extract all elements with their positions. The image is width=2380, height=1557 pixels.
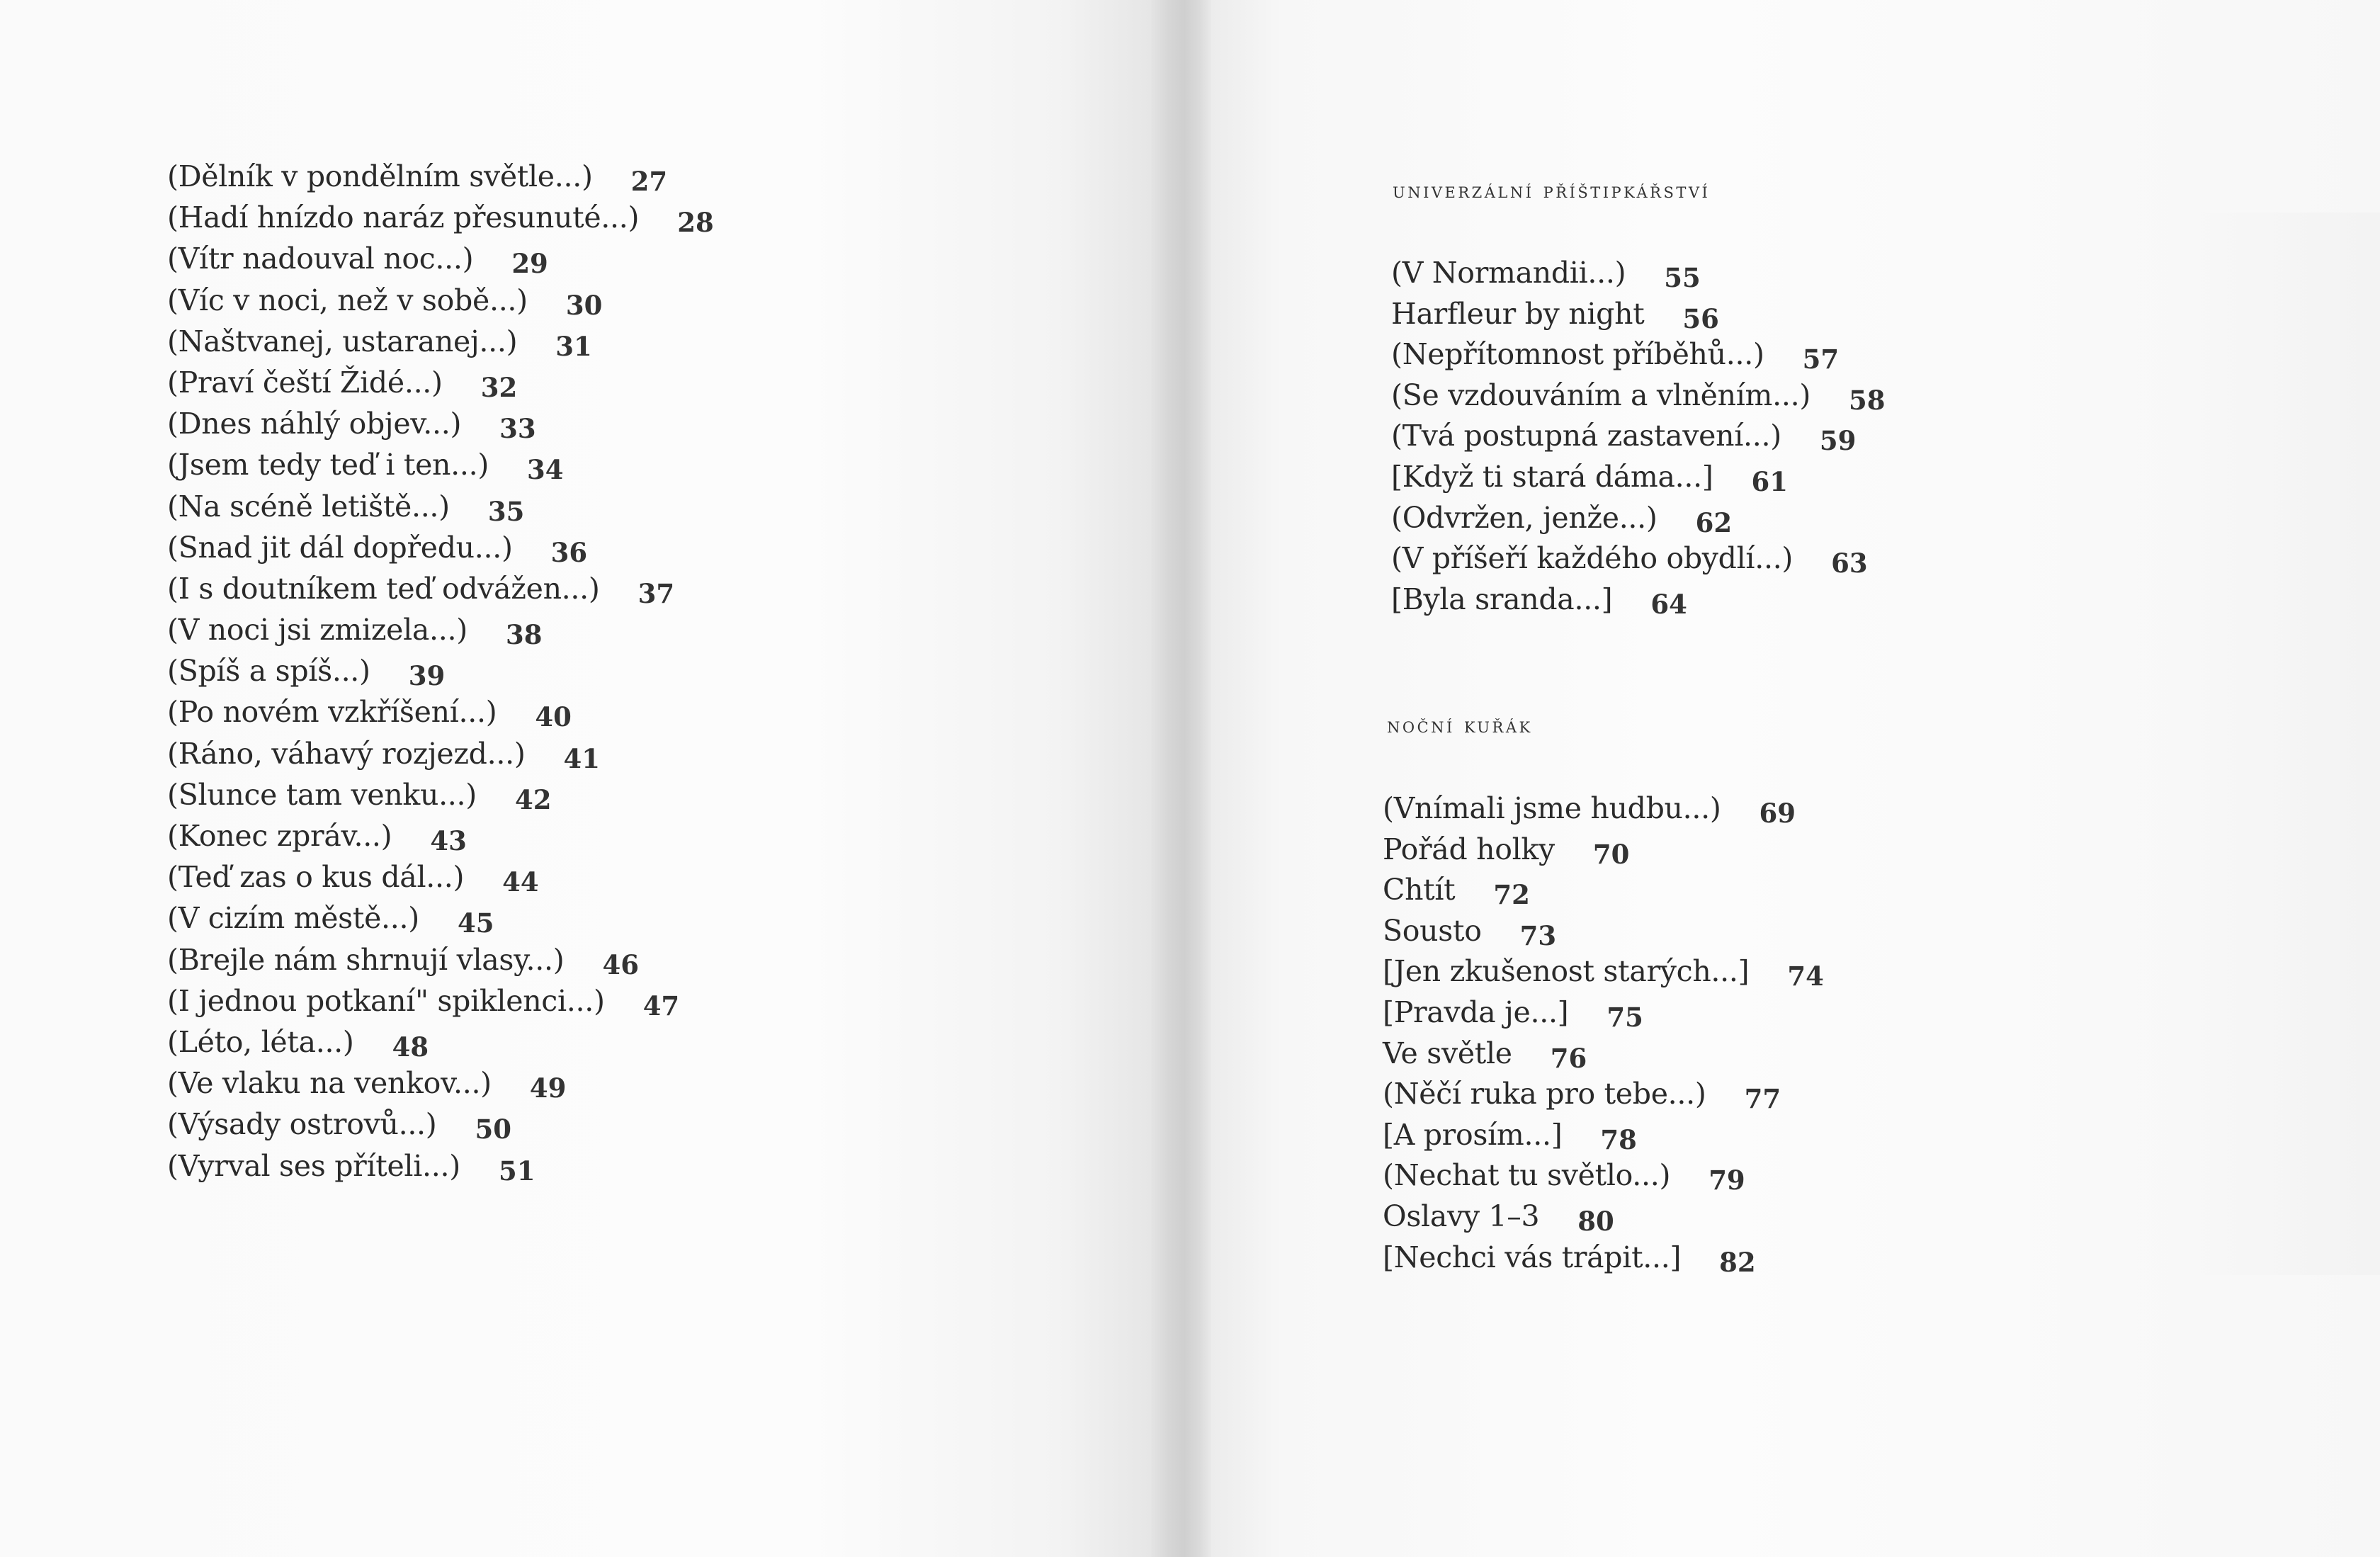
show-through-shadow (2168, 213, 2380, 1275)
toc-entry (167, 568, 1017, 609)
toc-entry-page: 48 (392, 1031, 429, 1063)
toc-entry-title: (V noci jsi zmizela...) (167, 613, 468, 647)
toc-entry-page: 61 (1751, 465, 1789, 497)
toc-entry (1383, 1033, 2091, 1074)
toc-entry-title: (Konec zpráv...) (167, 819, 392, 853)
toc-entry-page: 56 (1682, 302, 1719, 334)
toc-entry-title: (Něčí ruka pro tebe...) (1383, 1077, 1706, 1111)
toc-entry-page: 44 (502, 866, 539, 898)
toc-entry-title: Oslavy 1–3 (1383, 1199, 1540, 1233)
toc-entry (167, 527, 1017, 568)
toc-entry-page: 69 (1759, 798, 1796, 829)
toc-entry-title: (Praví čeští Židé...) (167, 365, 443, 400)
toc-entry-page: 79 (1708, 1165, 1745, 1196)
toc-entry-title: Pořád holky (1383, 832, 1555, 866)
toc-entry-title: (Snad jit dál dopředu...) (167, 530, 513, 565)
toc-entry-title: [Jen zkušenost starých...] (1383, 954, 1750, 989)
toc-entry-page: 34 (527, 454, 564, 486)
toc-entry (167, 321, 1017, 362)
toc-entry (1383, 1196, 2091, 1237)
toc-entry (167, 609, 1017, 650)
toc-entry-page: 30 (565, 289, 603, 321)
toc-entry (1391, 375, 2100, 416)
toc-entry (167, 1145, 1017, 1187)
toc-entry (167, 856, 1017, 898)
toc-entry-page: 64 (1650, 588, 1687, 620)
toc-entry-page: 63 (1831, 548, 1868, 579)
toc-entry-title: (Odvržen, jenže...) (1391, 500, 1658, 535)
toc-entry (1383, 1237, 2091, 1278)
toc-entry-page: 74 (1787, 961, 1824, 992)
toc-entry-title: (Ve vlaku na venkov...) (167, 1066, 492, 1101)
toc-entry (1383, 1155, 2091, 1196)
toc-entry-page: 31 (555, 330, 592, 362)
toc-entry (167, 156, 1017, 197)
toc-entry-page: 73 (1519, 919, 1557, 951)
toc-entry-page: 33 (499, 413, 536, 445)
left-page (0, 0, 1151, 1557)
toc-entry-page: 36 (550, 536, 588, 568)
toc-entry-page: 51 (498, 1155, 536, 1187)
toc-entry-title: (Nepřítomnost příběhů...) (1391, 337, 1764, 372)
toc-entry (167, 774, 1017, 815)
toc-entry-title: (Se vzdouváním a vlněním...) (1391, 378, 1811, 412)
toc-entry (167, 691, 1017, 732)
toc-entry (167, 1104, 1017, 1145)
toc-entry (1391, 293, 2100, 334)
toc-entry-title: Ve světle (1383, 1036, 1512, 1070)
toc-entry (167, 1063, 1017, 1104)
toc-entry-title: (Výsady ostrovů...) (167, 1107, 437, 1142)
toc-entry (1391, 497, 2100, 538)
toc-entry-title: (I s doutníkem teď odvážen...) (167, 571, 600, 606)
toc-entry-page: 49 (529, 1072, 567, 1104)
toc-entry-page: 78 (1600, 1123, 1637, 1155)
toc-entry-page: 27 (630, 166, 668, 197)
toc-entry-title: (Jsem tedy teď i ten...) (167, 448, 489, 482)
section-heading-univerzalni: univerzální příštipkářství (1393, 179, 1711, 203)
toc-entry-title: Sousto (1383, 913, 1482, 948)
toc-entry-page: 77 (1744, 1083, 1781, 1115)
toc-entry-title: (Spíš a spíš...) (167, 654, 370, 689)
toc-entry-title: (Na scéně letiště...) (167, 489, 450, 523)
toc-entry (167, 280, 1017, 321)
toc-entry-page: 28 (677, 207, 714, 239)
toc-entry-title: (V příšeří každého obydlí...) (1391, 541, 1794, 576)
toc-entry (167, 444, 1017, 485)
toc-entry-page: 62 (1695, 506, 1733, 538)
toc-entry-title: [Byla sranda...] (1391, 582, 1613, 616)
toc-entry-title: (Léto, léta...) (167, 1024, 354, 1059)
toc-entry-page: 70 (1592, 838, 1630, 870)
toc-entry (1383, 1073, 2091, 1114)
toc-entry (167, 486, 1017, 527)
toc-entry-page: 42 (514, 783, 552, 815)
toc-entry (1391, 252, 2100, 293)
toc-entry (1391, 456, 2100, 497)
toc-entry-title: (I jednou potkaní" spiklenci...) (167, 983, 605, 1018)
toc-entry (167, 939, 1017, 980)
toc-entry (167, 403, 1017, 444)
toc-entry-page: 47 (642, 990, 680, 1021)
toc-entry (1383, 869, 2091, 910)
toc-entry-title: (Teď zas o kus dál...) (167, 860, 465, 895)
toc-entry (167, 733, 1017, 774)
toc-entry-title: (Slunce tam venku...) (167, 777, 477, 812)
toc-entry-page: 46 (602, 949, 639, 980)
toc-entry-title: [A prosím...] (1383, 1117, 1563, 1152)
toc-entry (167, 238, 1017, 279)
toc-entry-page: 29 (511, 248, 548, 280)
toc-entry-page: 80 (1577, 1205, 1614, 1237)
toc-entry-page: 45 (457, 907, 494, 939)
toc-entry-page: 40 (535, 701, 572, 733)
toc-entry (1383, 829, 2091, 870)
toc-entry (167, 980, 1017, 1021)
right-toc-list-section-1 (1391, 252, 2100, 619)
toc-entry-page: 58 (1849, 384, 1886, 416)
toc-entry-page: 43 (430, 825, 467, 856)
toc-entry-title: Harfleur by night (1391, 296, 1645, 331)
toc-entry-title: (Dělník v pondělním světle...) (167, 159, 593, 193)
toc-entry (167, 898, 1017, 939)
toc-entry-page: 59 (1819, 425, 1857, 457)
right-page (1211, 0, 2380, 1557)
toc-entry (1383, 951, 2091, 992)
toc-entry (167, 650, 1017, 691)
toc-entry (167, 362, 1017, 403)
toc-entry-title: (V cizím městě...) (167, 901, 419, 936)
toc-entry-title: (Brejle nám shrnují vlasy...) (167, 942, 565, 977)
toc-entry-title: (Naštvanej, ustaranej...) (167, 324, 518, 358)
toc-entry-title: Chtít (1383, 873, 1456, 907)
toc-entry-title: (Dnes náhlý objev...) (167, 407, 462, 441)
section-heading-nocni-kurak: noční kuřák (1387, 713, 1533, 738)
toc-entry-page: 35 (487, 495, 525, 527)
toc-entry-page: 82 (1719, 1246, 1756, 1278)
toc-entry-title: (Hadí hnízdo naráz přesunuté...) (167, 200, 640, 235)
right-toc-list-section-2 (1383, 788, 2091, 1277)
toc-entry (1391, 579, 2100, 620)
toc-entry-page: 50 (475, 1114, 511, 1145)
toc-entry-title: (V Normandii...) (1391, 256, 1626, 290)
toc-entry-page: 75 (1606, 1001, 1643, 1033)
toc-entry-title: [Nechci vás trápit...] (1383, 1240, 1682, 1274)
toc-entry-title: (Vyrval ses příteli...) (167, 1148, 460, 1183)
toc-entry (1391, 334, 2100, 375)
toc-entry-title: [Když ti stará dáma...] (1391, 459, 1713, 494)
toc-entry-page: 38 (505, 619, 543, 651)
toc-entry (1383, 1114, 2091, 1155)
toc-entry-page: 76 (1550, 1042, 1587, 1074)
toc-entry (167, 815, 1017, 856)
toc-entry (1391, 415, 2100, 456)
toc-entry (167, 197, 1017, 238)
toc-entry-title: (Vítr nadouval noc...) (167, 242, 474, 276)
toc-entry (167, 1021, 1017, 1063)
toc-entry-page: 39 (408, 660, 446, 692)
toc-entry (1391, 538, 2100, 579)
toc-entry-title: [Pravda je...] (1383, 995, 1569, 1029)
toc-entry-title: (Vnímali jsme hudbu...) (1383, 791, 1721, 825)
left-toc-list (167, 156, 1017, 1187)
toc-entry-title: (Ráno, váhavý rozjezd...) (167, 736, 526, 771)
toc-entry-page: 37 (638, 577, 675, 609)
toc-entry-page: 57 (1802, 344, 1840, 375)
toc-entry-page: 32 (480, 371, 518, 403)
toc-entry (1383, 910, 2091, 951)
toc-entry (1383, 992, 2091, 1033)
toc-entry (1383, 788, 2091, 829)
toc-entry-title: (Víc v noci, než v sobě...) (167, 283, 528, 317)
toc-entry-title: (Tvá postupná zastavení...) (1391, 419, 1781, 453)
toc-entry-title: (Po novém vzkříšení...) (167, 695, 497, 730)
toc-entry-page: 55 (1664, 262, 1701, 293)
toc-entry-title: (Nechat tu světlo...) (1383, 1158, 1671, 1193)
book-gutter (1151, 0, 1211, 1557)
toc-entry-page: 41 (563, 742, 601, 774)
toc-entry-page: 72 (1493, 879, 1530, 911)
